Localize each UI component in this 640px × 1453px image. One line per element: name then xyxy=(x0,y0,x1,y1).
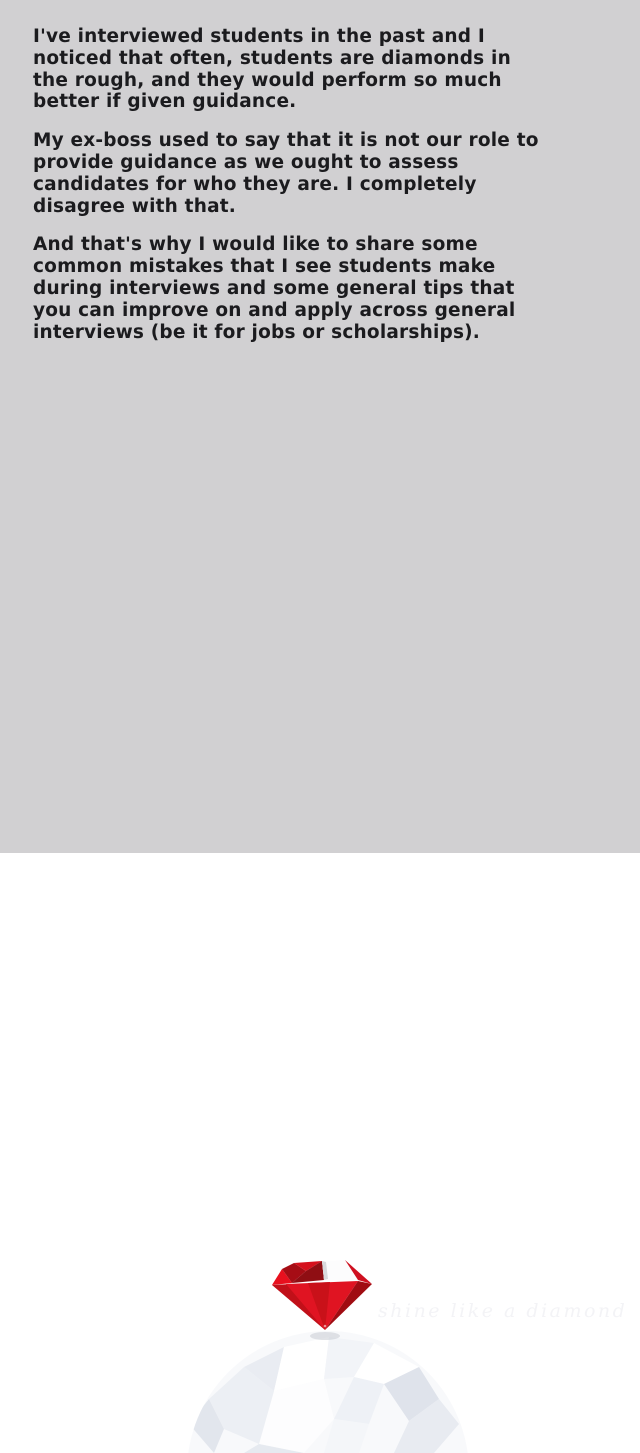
text-line: My ex-boss used to say that it is not our role to xyxy=(33,130,539,152)
text-line: disagree with that. xyxy=(33,195,237,217)
text-line: provide guidance as we ought to assess xyxy=(33,151,459,173)
text-line: interviews (be it for jobs or scholarships). xyxy=(33,321,481,343)
body-text xyxy=(33,26,539,360)
diamond-illustration xyxy=(0,600,640,1322)
text-line: during interviews and some general tips that xyxy=(33,277,515,299)
text-line: candidates for who they are. I completely xyxy=(33,173,477,195)
paragraph-1 xyxy=(33,26,539,113)
text-line: I've interviewed students in the past and I xyxy=(33,26,485,47)
text-line: the rough, and they would perform so much xyxy=(33,69,502,91)
paragraph-2 xyxy=(33,130,539,217)
ruby-gem-icon xyxy=(266,1252,378,1334)
caption-text: shine like a diamond xyxy=(378,1300,628,1322)
text-line: you can improve on and apply across general xyxy=(33,299,516,321)
text-line: common mistakes that I see students make xyxy=(33,256,496,278)
text-line: better if given guidance. xyxy=(33,91,297,113)
paragraph-3 xyxy=(33,234,539,343)
text-line: And that's why I would like to share some xyxy=(33,234,478,256)
text-line: noticed that often, students are diamonds in xyxy=(33,47,511,69)
white-diamond-dome-icon xyxy=(184,1329,474,1453)
